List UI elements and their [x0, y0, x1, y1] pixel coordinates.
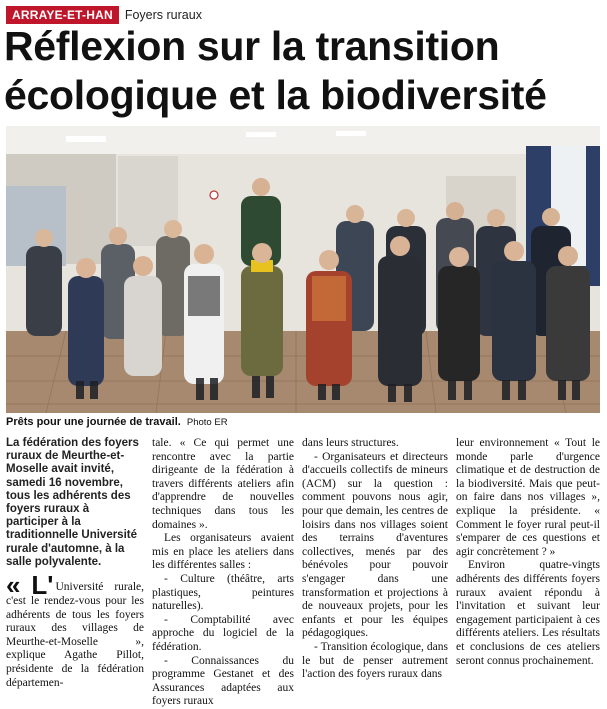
list-item-gestanet: - Connaissances du programme Gestanet et des Assurances adaptées aux foyers ruraux	[152, 654, 294, 708]
locality-tag: ARRAYE-ET-HAN	[6, 6, 119, 24]
dropcap: L'	[31, 570, 54, 601]
column-1-text: Université rurale, c'est le rendez-vous pour les adhérents de tous les foyers ruraux des villages de Meurthe-et-Moselle », explique Agathe Pillot, présidente de la fédération départemen-	[6, 581, 145, 689]
photo-caption	[6, 416, 228, 428]
column-1	[6, 437, 144, 709]
list-item-culture: - Culture (théâtre, arts plastiques, peintures naturelles).	[152, 572, 294, 613]
list-item-acm: - Organisateurs et directeurs d'accueils collectifs de mineurs (ACM) sur la question : comment pouvons nous agir, pour que demain, les centres de loisirs dans nos villages soient des terrains d'aventures collectives, menés par des bénévoles pour pouvoir s'engager dans une transformation et projections à de nouveaux projets, pour les enfants et pour les équipes pédagogiques.	[302, 450, 448, 640]
column-4-paragraph-1: leur environnement « Tout le monde parle d'urgence climatique et de destruction de la biodiversité. Mais que peut-on faire dans nos villages », explique la présidente. « Comment le foyer rural peut-il s'emparer de ces questions et agir concrètement ? »	[456, 437, 600, 558]
article-lede: La fédération des foyers ruraux de Meurthe-et-Moselle avait invité, samedi 16 novembre, tous les adhérents des foyers ruraux à participer à la traditionnelle Université rurale d'automne, à la salle polyvalente.	[6, 437, 139, 568]
opening-quote-mark: «	[6, 570, 21, 601]
photo-credit: Photo ER	[186, 417, 228, 428]
headline: Réflexion sur la transition écologique et la biodiversité	[4, 23, 547, 118]
article-body	[6, 437, 600, 708]
column-3-paragraph-1: dans leurs structures.	[302, 437, 399, 449]
rubric-label: Foyers ruraux	[124, 8, 202, 22]
list-item-transition: - Transition écologique, dans le but de penser autrement l'action des foyers ruraux dans	[302, 640, 448, 681]
column-2-paragraph-1: tale. « Ce qui permet une rencontre avec la partie dirigeante de la fédération à travers différents ateliers afin d'apprendre de nouvelles techniques dans tous les domaines ».	[152, 437, 294, 531]
column-1-paragraph	[6, 570, 145, 690]
column-4	[456, 437, 600, 709]
group-photo-illustration	[6, 126, 600, 413]
column-2-paragraph-2: Les organisateurs avaient mis en place les ateliers dans les différentes salles :	[152, 532, 294, 572]
list-item-comptabilite: - Comptabilité avec approche du logiciel de la fédération.	[152, 613, 294, 653]
column-4-paragraph-2: Environ quatre-vingts adhérents des différents foyers ruraux avaient répondu à l'invitation et suivant leur engagement participaient à ces différents ateliers. Les résultats et conclusions de ces ateliers seront connus prochainement.	[456, 559, 600, 667]
column-2	[152, 437, 294, 709]
caption-text: Prêts pour une journée de travail.	[6, 416, 181, 428]
column-3	[302, 437, 448, 709]
group-photo	[6, 126, 600, 413]
